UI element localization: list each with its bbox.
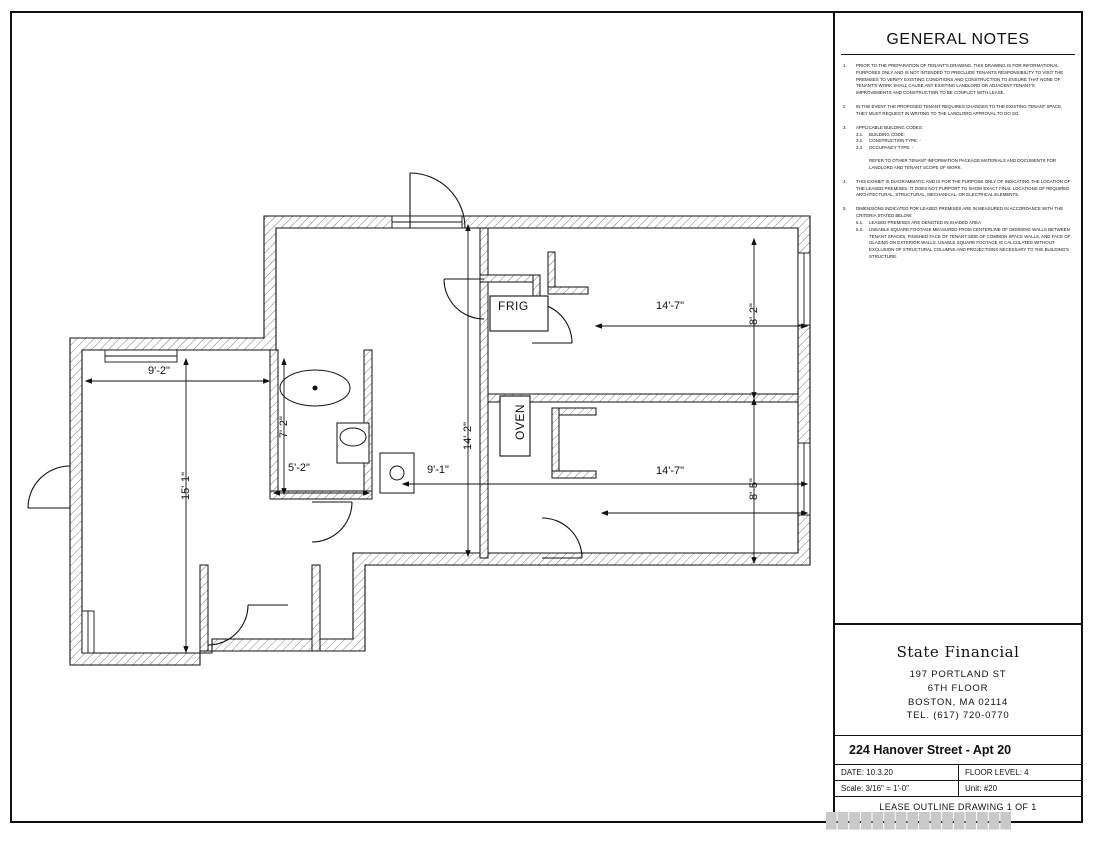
dim-bath-height: 7'-2" xyxy=(278,416,290,438)
note-text: IN THE EVENT THE PROPOSED TENANT REQUIRES CHANGES TO THE EXISTING TENANT SPACE, THEY MUST REQUEST IN WRITING TO THE LANDLORD APPROVAL TO DO SO. xyxy=(856,104,1063,116)
unit-label: Unit: xyxy=(965,784,982,794)
note-subitem xyxy=(856,227,1071,261)
dim-living-width: 9'-2" xyxy=(148,365,170,377)
title-block xyxy=(835,623,1081,823)
sheet-footer-title: LEASE OUTLINE DRAWING 1 OF 1 xyxy=(835,796,1081,816)
floor-value: 4 xyxy=(1024,768,1029,778)
note-number: 3.1. xyxy=(856,131,864,137)
note-text: THIS EXHIBIT IS DIAGRAMMATIC AND IS FOR THE PURPOSE ONLY OF INDICATING THE LOCATION OF THE LEASED PREMISES. IT DOES NOT PURPORT TO SHOW EXACT FINAL LOCATIONS OF REQUIRED ARCHITECTURAL, STRUCTURAL, MECHANICAL, OR ELECTRICAL ELEMENTS. xyxy=(856,178,1071,198)
note-item xyxy=(843,179,1071,199)
dim-kitchen-width: 9'-1" xyxy=(427,464,449,476)
floor-cell xyxy=(958,765,1081,780)
note-number: 1. xyxy=(843,63,847,68)
note-subitem xyxy=(856,138,1071,145)
dim-bedroom1-width: 14'-7" xyxy=(656,300,685,312)
address-line-1: 197 PORTLAND ST xyxy=(909,669,1007,680)
unit-cell xyxy=(958,781,1081,796)
note-number: 2. xyxy=(843,104,847,110)
note-text-group xyxy=(856,125,1071,172)
note-text: LEASED PREMISES ARE DENOTED IN SHADED AREA xyxy=(869,219,981,225)
general-notes-panel xyxy=(835,13,1081,623)
note-number: 3.2. xyxy=(856,138,864,144)
note-number: 5.2. xyxy=(856,226,864,232)
address-line-2: 6TH FLOOR xyxy=(927,682,989,694)
dim-bedroom1-height: 8'-2" xyxy=(748,303,760,325)
address-line-3: BOSTON, MA 02114 xyxy=(907,696,1009,708)
address-phone: TEL. (617) 720-0770 xyxy=(906,710,1010,722)
floor-plan xyxy=(12,13,832,821)
note-number: 3.3. xyxy=(856,145,864,151)
scale-label: Scale: xyxy=(841,784,864,794)
label-oven: OVEN xyxy=(513,403,527,440)
dim-kitchen-height: 14'-2" xyxy=(462,421,474,450)
dim-bath-width: 5'-2" xyxy=(288,462,310,474)
note-item xyxy=(843,63,1071,97)
note-text: CONSTRUCTION TYPE: - xyxy=(869,138,921,144)
note-subitem xyxy=(856,220,1071,227)
scale-value: 3/16" = 1'-0" xyxy=(865,784,909,794)
interior-walls xyxy=(200,228,798,651)
doors xyxy=(28,173,582,645)
bath-fixtures xyxy=(280,370,414,493)
note-subitem xyxy=(856,132,1071,139)
note-tail-text: REFER TO OTHER TENANT INFORMATION PACKAGE MATERIALS AND DOCUMENTS FOR LANDLORD AND TENANT SCOPE OF WORK. xyxy=(869,158,1057,170)
note-text: OCCUPANCY TYPE: - xyxy=(869,145,914,151)
floor-label: FLOOR LEVEL: xyxy=(965,768,1022,778)
date-cell xyxy=(835,765,958,780)
date-value: 10.3.20 xyxy=(866,768,893,778)
note-number: 3. xyxy=(843,124,847,130)
note-number: 5.1. xyxy=(856,219,864,225)
project-title: 224 Hanover Street - Apt 20 xyxy=(835,735,1081,764)
windows xyxy=(82,216,810,653)
wall-shell xyxy=(70,216,810,665)
title-block-row-scale xyxy=(835,780,1081,796)
note-number: 4. xyxy=(843,178,847,184)
date-label: DATE: xyxy=(841,768,864,778)
note-item xyxy=(843,206,1071,261)
watermark: ████████████████ xyxy=(826,812,1013,829)
dim-bedroom2-height: 8'-5" xyxy=(748,478,760,500)
note-text: USEABLE SQUARE FOOTAGE MEASURED FROM CENTERLINE OF DEMISING WALLS BETWEEN TENANT SPACES, FINISHED FACE OF TENANT SIDE OF COMMON SPACE WALLS, AND FACE OF GLAZING ON EXTERIOR WALLS. USABLE SQUARE FOOTAGE IS CALCULATED WITHOUT EXCLUSION OF STRUCTURAL COLUMNS AND PROJECTIONS NECESSARY TO THE BUILDING'S STRUCTURE. xyxy=(869,226,1071,260)
note-text-group xyxy=(856,206,1071,261)
note-number: 5. xyxy=(843,206,847,212)
scale-cell xyxy=(835,781,958,796)
note-text: APPLICABLE BUILDING CODES: xyxy=(856,124,923,130)
note-text: DIMENSIONS INDICATED FOR LEASED PREMISES ARE IN MEASURED IN ACCORDANCE WITH THE CRITERIA STATED BELOW: xyxy=(856,206,1064,219)
company-block xyxy=(835,625,1081,661)
label-frig: FRIG xyxy=(498,299,529,313)
title-block-row-date xyxy=(835,764,1081,780)
note-text: PRIOR TO THE PREPARATION OF TENANT'S DRAWING. THIS DRAWING IS FOR INFORMATIONAL PURPOSES ONLY AND IS NOT INTENDED TO PRECLUDE TENANTS RESPONSIBILITY TO VISIT THE PREMISES TO VERIFY EXISTING CONDITIONS AND CONSTRUCTION TO ENSURE THAT NONE OF TENANT'S WORK SHALL CAUSE ANY EXISTING LANDLORD OR ADJACENT TENANT'S IMPROVEMENTS AND CONSTRUCTION TO BE CONFLICT WITH LEASE. xyxy=(856,63,1064,96)
general-notes-body xyxy=(835,55,1081,261)
note-item xyxy=(843,125,1071,172)
note-subitem xyxy=(856,145,1071,152)
dim-living-height: 15'-1" xyxy=(180,471,192,500)
company-name: State Financial xyxy=(896,643,1020,661)
note-text: BUILDING CODE: xyxy=(869,131,905,137)
general-notes-title: GENERAL NOTES xyxy=(886,31,1030,48)
unit-value: #20 xyxy=(983,784,998,794)
note-item xyxy=(843,104,1071,118)
dim-bedroom2-width: 14'-7" xyxy=(656,465,685,477)
company-address xyxy=(835,668,1081,723)
